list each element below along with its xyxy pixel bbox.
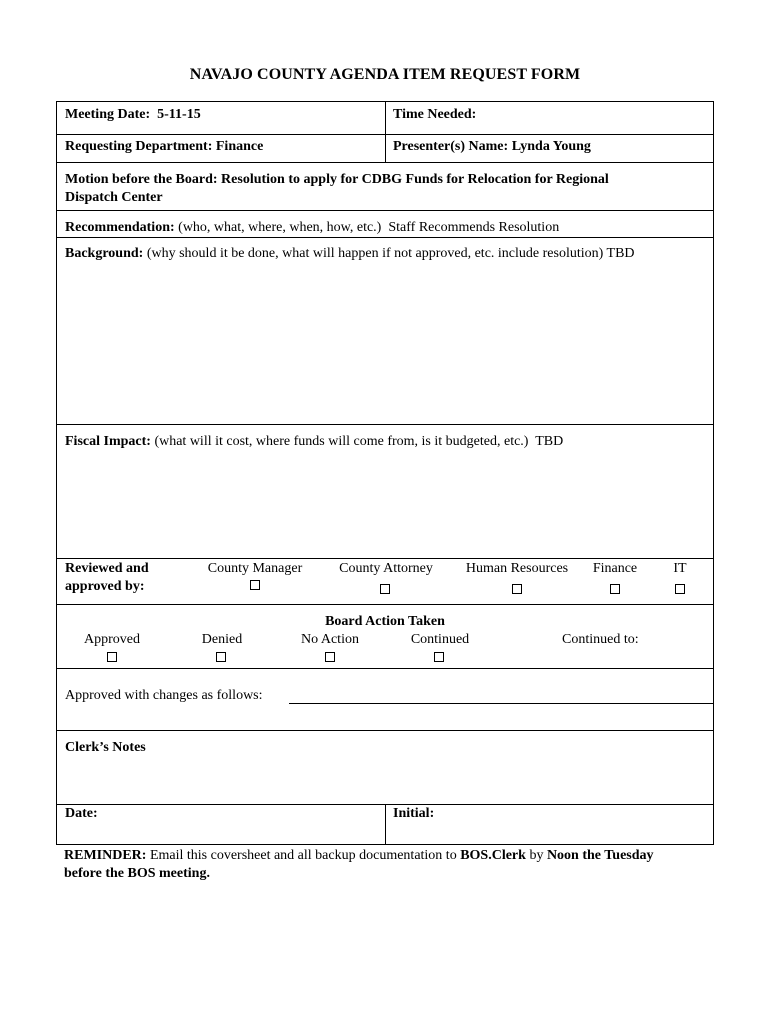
fiscal-impact-field [65,433,563,451]
action-denied-label: Denied [201,632,243,647]
action-no-action-checkbox[interactable] [325,652,335,662]
presenter-field [393,138,591,156]
recommendation-label: Recommendation: [65,220,175,235]
requesting-department-field [65,138,263,156]
recommendation-field [65,219,559,237]
reviewer-finance-label: Finance [592,561,638,576]
reviewed-label-line-1: Reviewed and [65,561,149,576]
meeting-date-value[interactable]: 5-11-15 [157,107,201,122]
requesting-department-label: Requesting Department: [65,139,213,154]
reminder-text-1: Email this coversheet and all backup documentation to [146,848,461,863]
action-no-action-label: No Action [301,632,359,647]
reviewer-it-checkbox[interactable] [675,584,685,594]
row-divider [57,730,713,731]
fiscal-impact-hint: (what will it cost, where funds will come from, is it budgeted, etc.) [154,434,529,449]
reviewer-county-manager-checkbox[interactable] [250,580,260,590]
requesting-department-value[interactable]: Finance [215,139,264,154]
presenter-value[interactable]: Lynda Young [511,139,591,154]
reviewer-county-attorney-checkbox[interactable] [380,584,390,594]
background-value[interactable]: TBD [606,246,635,261]
action-approved-checkbox[interactable] [107,652,117,662]
reminder-text-2: by [525,848,547,863]
recommendation-value[interactable]: Staff Recommends Resolution [388,220,560,235]
clerks-notes-label: Clerk’s Notes [65,740,146,755]
column-divider [385,804,386,844]
reminder-email: BOS.Clerk [460,848,526,863]
reviewer-county-attorney-label: County Attorney [339,561,433,576]
motion-line-1[interactable]: Motion before the Board: Resolution to apply for CDBG Funds for Relocation for Regional [65,172,609,187]
motion-line-2[interactable]: Dispatch Center [65,190,163,205]
approved-with-changes-label: Approved with changes as follows: [65,688,263,703]
reviewed-label-line-2: approved by: [65,579,145,594]
action-denied-checkbox[interactable] [216,652,226,662]
agenda-request-form [56,101,714,845]
fiscal-impact-label: Fiscal Impact: [65,434,151,449]
row-divider [57,237,713,238]
form-title: NAVAJO COUNTY AGENDA ITEM REQUEST FORM [189,66,581,83]
fiscal-impact-value[interactable]: TBD [535,434,564,449]
reminder-note [64,847,724,883]
continued-to-label: Continued to: [562,632,639,647]
presenter-label: Presenter(s) Name: [393,139,509,154]
action-continued-label: Continued [410,632,470,647]
time-needed-label: Time Needed: [393,107,477,122]
time-needed-field [393,106,476,124]
meeting-date-label: Meeting Date: [65,107,151,122]
background-field [65,245,635,263]
row-divider [57,558,713,559]
row-divider [57,162,713,163]
reminder-deadline-1: Noon the Tuesday [546,848,654,863]
row-divider [57,210,713,211]
reviewer-county-manager-label: County Manager [207,561,303,576]
background-hint: (why should it be done, what will happen if not approved, etc. include resolution) [146,246,604,261]
reminder-deadline-2: before the BOS meeting. [64,866,210,881]
meeting-date-field [65,106,201,124]
board-action-heading: Board Action Taken [325,614,445,629]
reviewer-human-resources-label: Human Resources [465,561,569,576]
reviewer-it-label: IT [673,561,687,576]
recommendation-hint: (who, what, where, when, how, etc.) [178,220,382,235]
reviewer-human-resources-checkbox[interactable] [512,584,522,594]
approved-with-changes-input-line[interactable] [289,703,713,704]
reminder-prefix: REMINDER: [64,848,147,863]
date-label: Date: [65,806,98,821]
row-divider [57,424,713,425]
background-label: Background: [65,246,144,261]
action-approved-label: Approved [84,632,140,647]
row-divider [57,604,713,605]
column-divider [385,102,386,162]
initial-label: Initial: [393,806,435,821]
action-continued-checkbox[interactable] [434,652,444,662]
reviewer-finance-checkbox[interactable] [610,584,620,594]
continued-to-input-line[interactable] [495,668,713,669]
